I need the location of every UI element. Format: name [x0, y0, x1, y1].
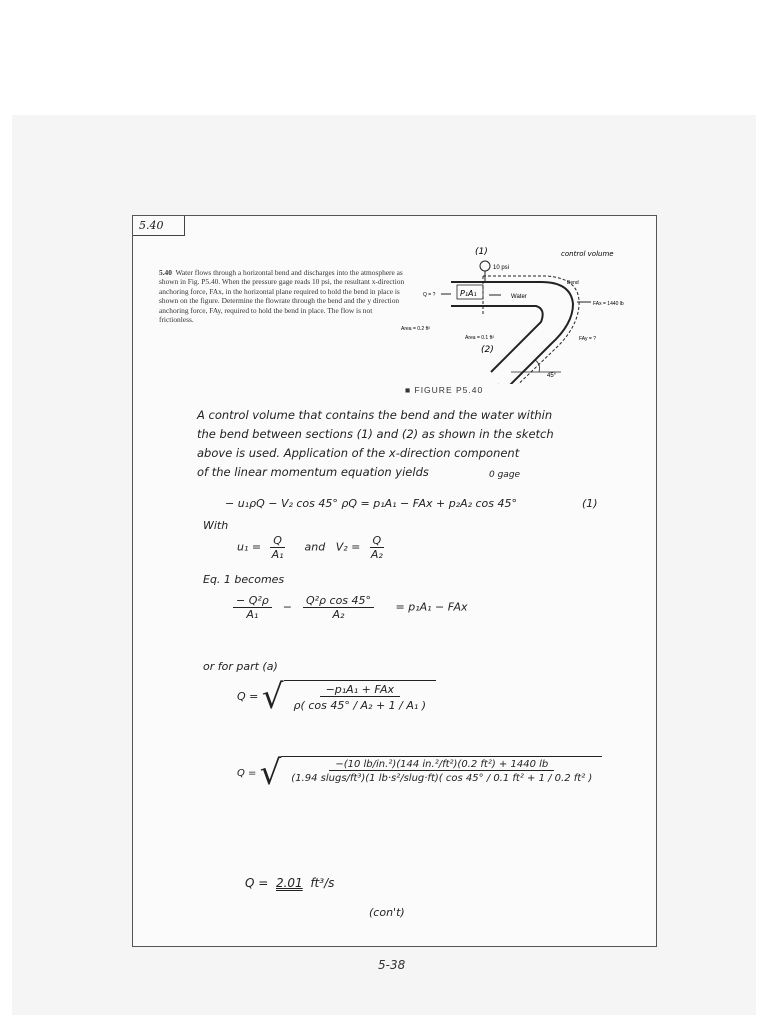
- section1-label: (1): [475, 247, 488, 257]
- qb-radical: [259, 753, 603, 793]
- qa-lhs: Q =: [237, 690, 259, 703]
- momentum-equation: − u₁ρQ − V₂ cos 45° ρQ = p₁A₁ − FAx + p₂A₂ cos 45°: [225, 497, 518, 510]
- cv-label: control volume: [561, 250, 614, 258]
- problem-statement: [159, 268, 407, 324]
- result-unit: ft³/s: [310, 876, 335, 890]
- v2-lhs: V₂ =: [335, 540, 361, 554]
- u1-den: A₁: [271, 548, 284, 561]
- area2-label: Area = 0.1 ft²: [465, 335, 495, 341]
- term2-den: A₂: [332, 608, 345, 621]
- area1-label: Area = 0.2 ft²: [401, 326, 431, 332]
- page-number: 5-38: [378, 958, 406, 972]
- q-numeric: [237, 753, 602, 793]
- zero-gage-note: 0 gage: [489, 470, 521, 480]
- term2-fraction: [303, 594, 374, 621]
- equation-number: (1): [582, 497, 598, 510]
- velocity-definitions: [237, 534, 390, 561]
- section2-label: (2): [481, 345, 494, 355]
- problem-tag: 5.40: [133, 216, 185, 236]
- v2-num: Q: [370, 534, 385, 548]
- p1a1-label: P₁A₁: [460, 289, 477, 298]
- term1-num: − Q²ρ: [233, 594, 272, 608]
- problem-number: 5.40: [159, 268, 172, 277]
- qa-num: −p₁A₁ + FAx: [320, 683, 400, 697]
- problem-text: Water flows through a horizontal bend and discharges into the atmosphere as shown in Fig. P5.40. When the pressure gage reads 10 psi, the resultant x-direction anchoring force, FAx, in the horizontal plane required to hold the bend in place is shown on the figure. Determine the flowrate through the bend and the y direction anchoring force, FAy, required to hold the bend in place. The flow is not frictionless.: [159, 268, 405, 325]
- part-a-label: or for part (a): [203, 660, 278, 673]
- q-label: Q = ?: [423, 292, 436, 298]
- with-label: With: [203, 519, 229, 532]
- paragraph-line: the bend between sections (1) and (2) as shown in the sketch: [197, 427, 554, 441]
- qa-den: ρ( cos 45° / A₂ + 1 / A₁ ): [293, 699, 427, 712]
- v2-den: A₂: [370, 548, 383, 561]
- bend-label: Bend: [567, 280, 579, 286]
- gage-label: 10 psi: [493, 265, 510, 271]
- figure-caption: ■ FIGURE P5.40: [405, 385, 484, 395]
- result-value: 2.01: [275, 876, 303, 890]
- u1-fraction: [269, 534, 287, 561]
- paragraph-line: of the linear momentum equation yields: [197, 465, 429, 479]
- fay-label: FAy = ?: [579, 336, 597, 342]
- u1-lhs: u₁ =: [237, 540, 262, 554]
- qb-radicand: [281, 756, 602, 790]
- term1-fraction: [233, 594, 272, 621]
- term2-num: Q²ρ cos 45°: [303, 594, 374, 608]
- worksheet-frame: [132, 215, 657, 947]
- qb-lhs: Q =: [237, 768, 257, 779]
- water-label: Water: [511, 294, 527, 300]
- qa-radicand: [284, 680, 437, 714]
- becomes-label: Eq. 1 becomes: [203, 573, 285, 586]
- and-label: and: [304, 540, 326, 554]
- qb-num: −(10 lb/in.²)(144 in.²/ft²)(0.2 ft²) + 1440 lb: [329, 759, 554, 771]
- qa-radical: [261, 677, 436, 717]
- u1-num: Q: [270, 534, 285, 548]
- angle-label: 45°: [547, 373, 557, 379]
- bend-figure: [401, 244, 641, 384]
- paragraph-line: above is used. Application of the x-direction component: [197, 446, 520, 460]
- result-lhs: Q =: [245, 876, 269, 890]
- radical-sign: √: [261, 677, 284, 717]
- term1-den: A₁: [246, 608, 259, 621]
- v2-fraction: [368, 534, 386, 561]
- fax-label: FAx = 1440 lb: [593, 301, 624, 307]
- q-symbolic: [237, 677, 436, 717]
- paragraph-line: A control volume that contains the bend and the water within: [197, 408, 553, 422]
- radical-sign: √: [259, 753, 282, 793]
- reduced-equation: $\frac{\text{− Q²ρ}}{\text{A₁}}$ − $\frac{\text{Q²ρ cos 45°}}{\text{A₂}}$ = p₁A₁ − FAx: [229, 594, 467, 621]
- continued-note: (con't): [369, 906, 405, 919]
- q-result: [245, 876, 334, 890]
- qb-den: (1.94 slugs/ft³)(1 lb·s²/slug·ft)( cos 45° / 0.1 ft² + 1 / 0.2 ft² ): [291, 773, 593, 784]
- reduced-rhs: = p₁A₁ − FAx: [395, 600, 468, 614]
